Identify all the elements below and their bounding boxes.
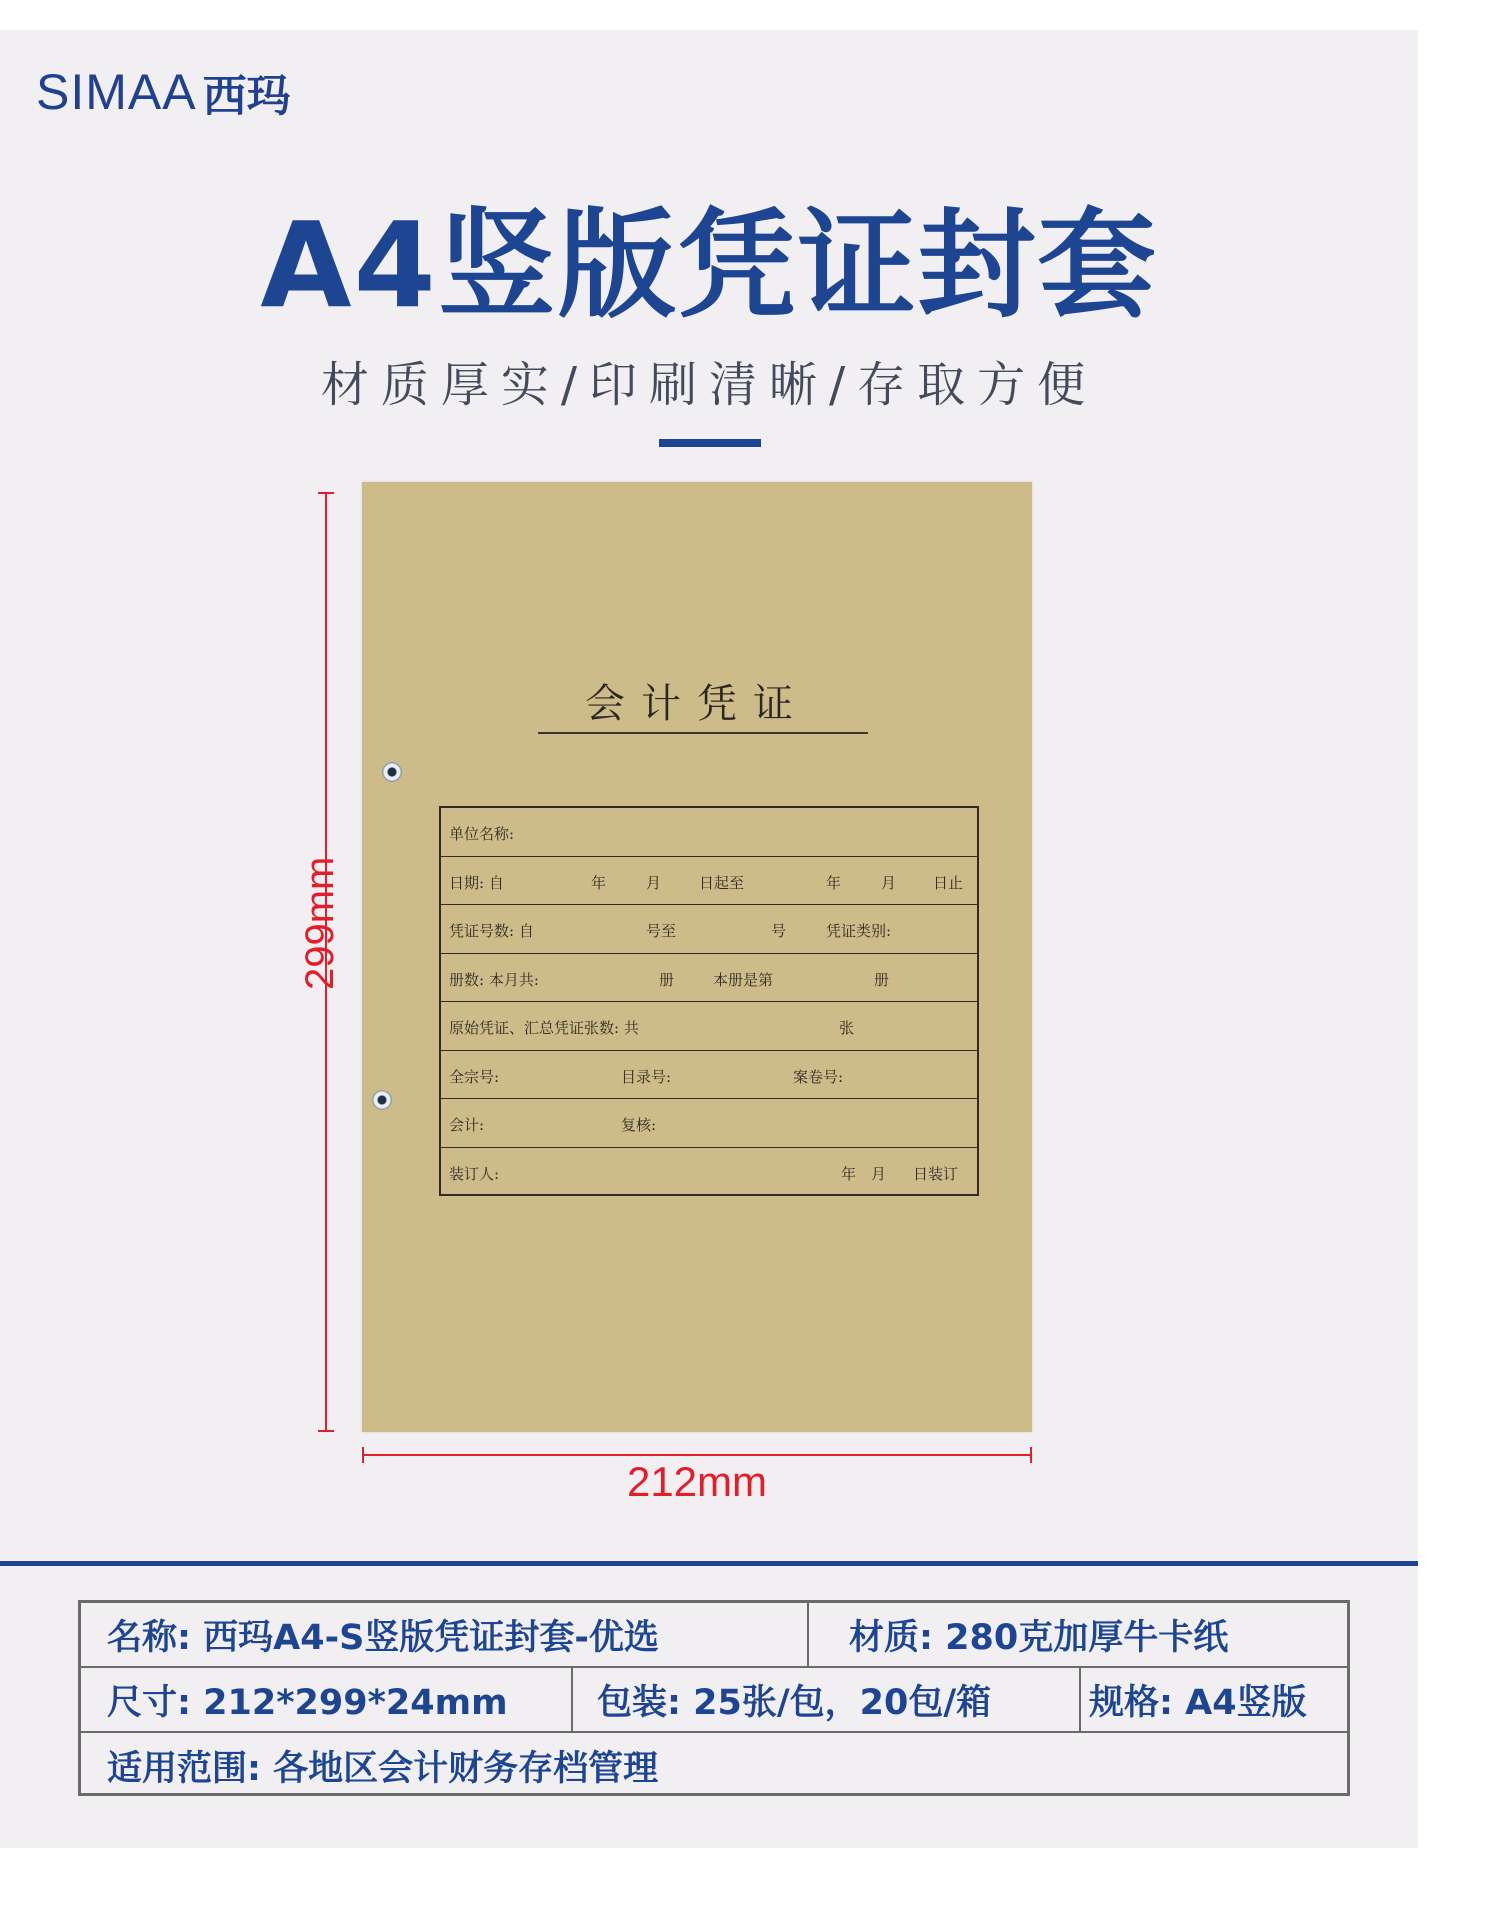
- form-cell: 本册是第: [713, 970, 774, 989]
- form-cell: 册: [874, 970, 890, 989]
- form-cell: 凭证类别:: [826, 922, 892, 940]
- form-cell: 册数: 本月共:: [449, 970, 539, 989]
- spec-table: [78, 1600, 1350, 1796]
- form-row: [441, 905, 977, 954]
- form-row: [441, 857, 977, 906]
- form-row: [441, 1099, 977, 1148]
- brand-logo: [36, 62, 291, 122]
- form-cell: 全宗号:: [449, 1067, 500, 1086]
- form-cell: 单位名称:: [449, 825, 515, 843]
- binding-hole: [372, 1090, 392, 1110]
- form-cell: 张: [839, 1019, 855, 1037]
- spec-packing: 包装: 25张/包，20包/箱: [597, 1682, 992, 1723]
- form-cell: 年: [826, 873, 842, 892]
- form-cell: 号至: [646, 922, 677, 940]
- form-cell: 日期: 自: [449, 873, 504, 892]
- form-cell: 日起至: [699, 873, 745, 892]
- page-title: A4竖版凭证封套: [260, 196, 1158, 334]
- form-cell: 册: [659, 970, 675, 989]
- height-dimension-cap-bottom: [318, 1430, 334, 1432]
- width-dimension-cap-right: [1030, 1447, 1032, 1463]
- form-cell: 案卷号:: [793, 1067, 844, 1086]
- form-cell: 原始凭证、汇总凭证张数: 共: [449, 1019, 639, 1037]
- form-cell: 凭证号数: 自: [449, 922, 534, 940]
- spec-row: [81, 1603, 1347, 1668]
- form-cell: 月: [881, 873, 897, 892]
- envelope-product-image: [362, 482, 1032, 1432]
- form-cell: 装订人:: [449, 1164, 500, 1183]
- form-title: 会计凭证: [585, 681, 809, 727]
- form-row: [441, 808, 977, 857]
- form-cell: 会计:: [449, 1116, 485, 1134]
- form-row: [441, 1051, 977, 1100]
- binding-hole: [382, 762, 402, 782]
- form-cell: 月: [871, 1164, 887, 1183]
- form-cell: 日止: [933, 873, 964, 892]
- form-cell: 年: [841, 1164, 857, 1183]
- form-cell: 复核:: [621, 1116, 657, 1134]
- spec-material: 材质: 280克加厚牛卡纸: [849, 1617, 1229, 1658]
- spec-row: [81, 1733, 1347, 1798]
- brand-cjk: 西玛: [202, 71, 291, 122]
- form-cell: 目录号:: [621, 1067, 672, 1086]
- width-dimension-cap-left: [362, 1447, 364, 1463]
- form-row: [441, 1002, 977, 1051]
- page-subtitle: 材质厚实/印刷清晰/存取方便: [320, 357, 1098, 413]
- form-cell: 号: [771, 922, 787, 940]
- section-divider: [0, 1561, 1418, 1566]
- form-cell: 日装订: [913, 1164, 959, 1183]
- brand-latin: SIMAA: [36, 64, 197, 120]
- width-dimension-label: 212mm: [626, 1458, 768, 1505]
- height-dimension-label: [298, 930, 343, 990]
- form-cell: 月: [646, 873, 662, 892]
- form-row: [441, 954, 977, 1003]
- spec-size: 尺寸: 212*299*24mm: [107, 1682, 508, 1723]
- width-dimension-line: [362, 1454, 1032, 1456]
- form-table: [439, 806, 979, 1196]
- form-row: [441, 1148, 977, 1197]
- form-cell: 年: [591, 873, 607, 892]
- height-dimension-cap-top: [318, 492, 334, 494]
- spec-row: [81, 1668, 1347, 1733]
- spec-usage: 适用范围: 各地区会计财务存档管理: [107, 1748, 659, 1789]
- title-underline: [659, 439, 761, 447]
- spec-format: 规格: A4竖版: [1089, 1682, 1307, 1723]
- spec-name: 名称: 西玛A4-S竖版凭证封套-优选: [107, 1617, 659, 1658]
- form-title-underline: [538, 732, 868, 734]
